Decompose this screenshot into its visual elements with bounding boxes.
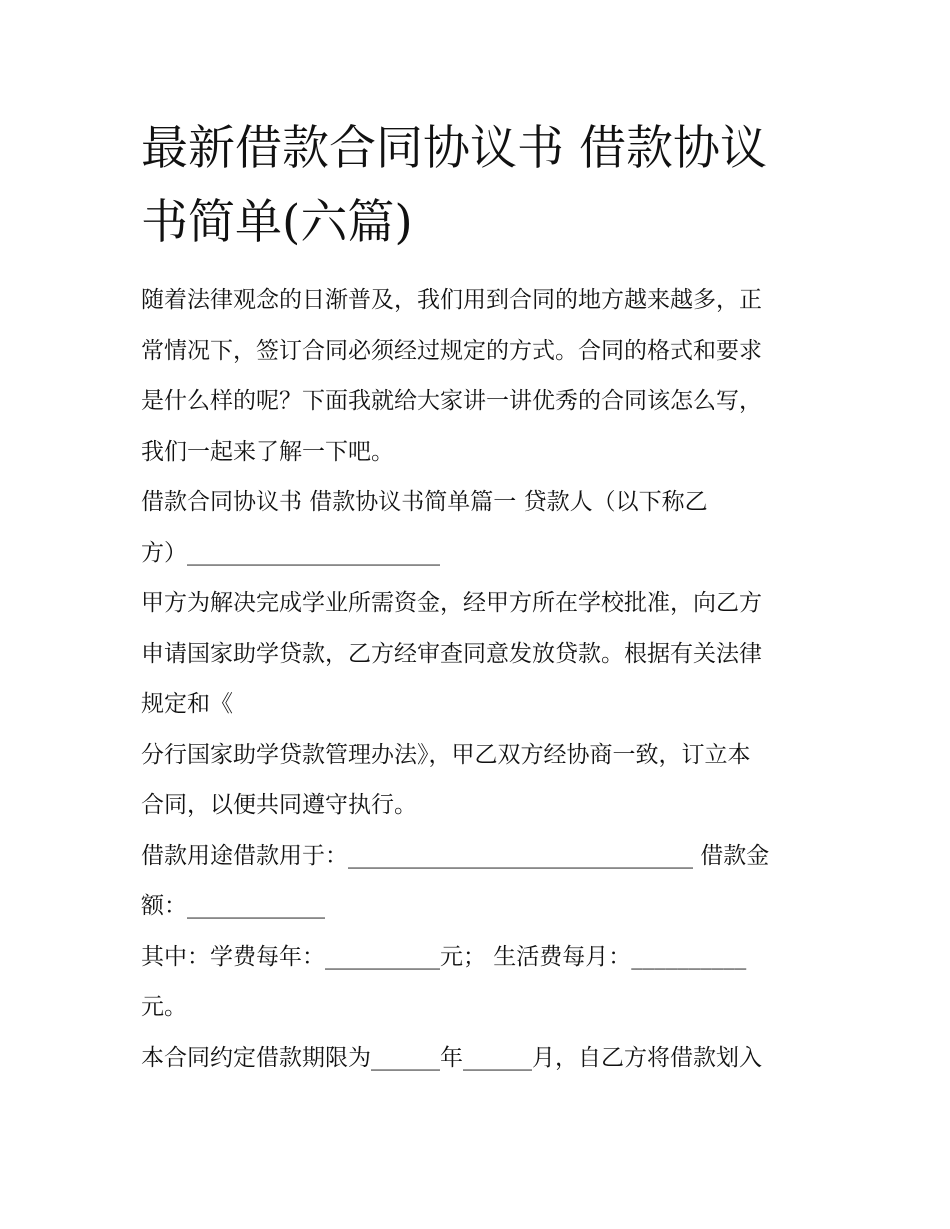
document-content (141, 112, 813, 1083)
text-line: 甲方为解决完成学业所需资金，经甲方所在学校批准，向乙方 (141, 590, 762, 616)
paragraph-loan-use (141, 831, 813, 932)
text-line: 随着法律观念的日渐普及，我们用到合同的地方越来越多，正 (141, 287, 762, 313)
title-line: 书简单(六篇) (141, 195, 413, 250)
paragraph-term (141, 1033, 813, 1084)
paragraph-agreement (141, 730, 813, 831)
text-line: 分行国家助学贷款管理办法》，甲乙双方经协商一致，订立本 (141, 741, 751, 768)
text-line: 借款合同协议书 借款协议书简单篇一 贷款人（以下称乙 (141, 489, 708, 515)
title-line: 最新借款合同协议书 借款协议 (141, 121, 767, 176)
text-line: 元。 (141, 994, 187, 1020)
text-line: 借款用途借款用于：______________________________ 借款金 (141, 842, 770, 869)
document-body (141, 275, 813, 1083)
text-line: 其中：学费每年：__________元； 生活费每月：__________ (141, 943, 747, 970)
text-line: 是什么样的呢？下面我就给大家讲一讲优秀的合同该怎么写， (141, 388, 762, 414)
text-line: 常情况下，签订合同必须经过规定的方式。合同的格式和要求 (141, 337, 762, 364)
paragraph-fees (141, 932, 813, 1033)
text-line: 申请国家助学贷款，乙方经审查同意发放贷款。根据有关法律 (141, 640, 762, 667)
paragraph-purpose (141, 578, 813, 730)
text-line: 规定和《 (141, 691, 233, 717)
text-line: 额：____________ (141, 893, 325, 919)
text-line: 本合同约定借款期限为______年______月，自乙方将借款划入 (141, 1044, 762, 1071)
text-line: 合同，以便共同遵守执行。 (141, 792, 417, 818)
paragraph-intro (141, 275, 813, 477)
paragraph-lender (141, 477, 813, 578)
document-title (141, 112, 813, 260)
text-line: 方）______________________ (141, 539, 440, 566)
text-line: 我们一起来了解一下吧。 (141, 438, 394, 465)
